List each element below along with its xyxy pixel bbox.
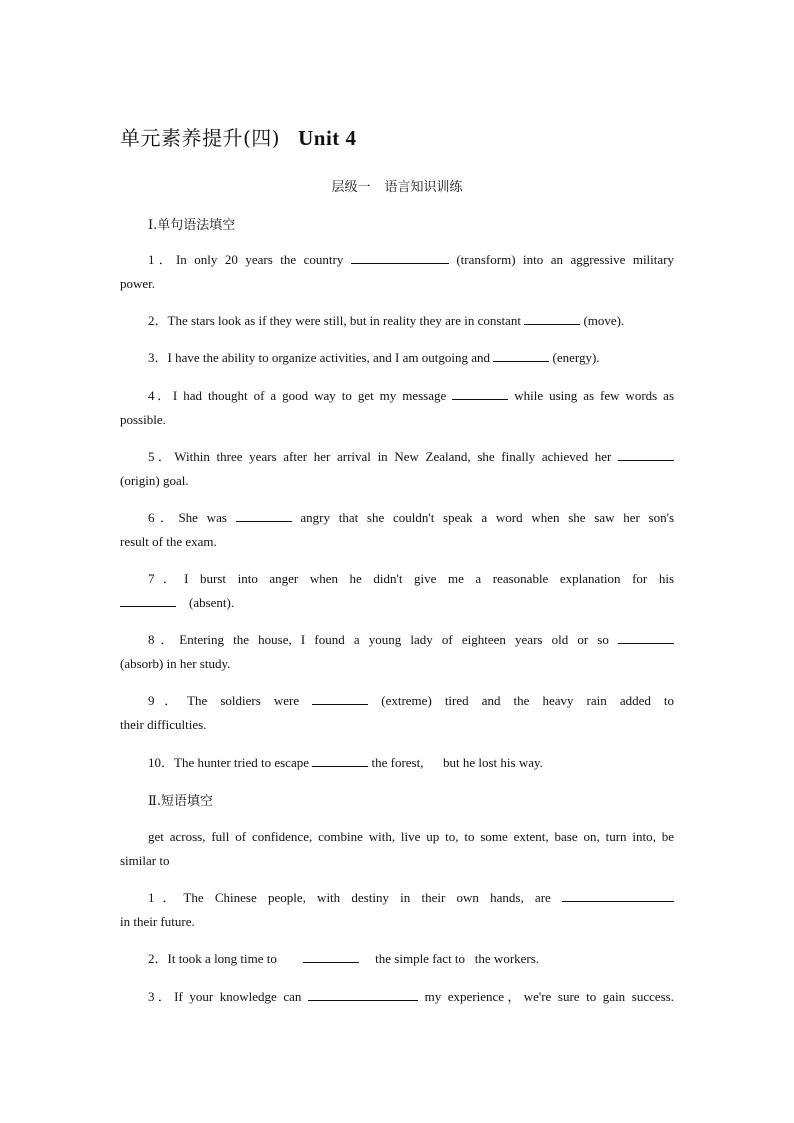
question-7: 7．I burst into anger when he didn't give me a reasonable explanation for his (absent). bbox=[120, 567, 674, 615]
title-unit: Unit 4 bbox=[298, 126, 357, 150]
answer-blank[interactable] bbox=[120, 593, 176, 607]
section-heading-phrases: Ⅱ.短语填空 bbox=[148, 794, 213, 809]
question-8: 8．Entering the house, I found a young lady of eighteen years old or so (absorb) in her study. bbox=[120, 628, 674, 676]
answer-blank[interactable] bbox=[303, 949, 359, 963]
answer-blank[interactable] bbox=[524, 311, 580, 325]
answer-blank[interactable] bbox=[236, 508, 292, 522]
phrase-question-2: 2．It took a long time to the simple fact to the workers. bbox=[148, 951, 540, 966]
page-title bbox=[120, 122, 357, 151]
phrase-bank: get across, full of confidence, combine with, live up to, to some extent, base on, turn into, be similar to bbox=[120, 829, 674, 868]
phrase-question-1: 1．The Chinese people, with destiny in their own hands, are in their future. bbox=[120, 886, 674, 934]
question-4: 4．I had thought of a good way to get my message while using as few words as possible. bbox=[120, 388, 674, 427]
answer-blank[interactable] bbox=[312, 753, 368, 767]
phrase-question-3: 3．If your knowledge can my experience，we're sure to gain success. bbox=[148, 989, 674, 1004]
level-heading bbox=[0, 176, 794, 195]
answer-blank[interactable] bbox=[562, 888, 674, 902]
answer-blank[interactable] bbox=[618, 630, 674, 644]
answer-blank[interactable] bbox=[618, 447, 674, 461]
question-5: 5．Within three years after her arrival in New Zealand, she finally achieved her (origin) goal. bbox=[120, 445, 674, 493]
question-1: 1．In only 20 years the country (transform) into an aggressive military power. bbox=[120, 252, 674, 291]
question-6: 6．She was angry that she couldn't speak a word when she saw her son's result of the exam. bbox=[120, 510, 674, 549]
level-topic: 语言知识训练 bbox=[384, 180, 463, 195]
question-9: 9．The soldiers were (extreme) tired and the heavy rain added to their difficulties. bbox=[120, 693, 674, 732]
answer-blank[interactable] bbox=[452, 386, 508, 400]
answer-blank[interactable] bbox=[351, 250, 449, 264]
answer-blank[interactable] bbox=[312, 691, 368, 705]
level-name: 层级一 bbox=[331, 180, 371, 195]
question-3: 3．I have the ability to organize activities, and I am outgoing and (energy). bbox=[148, 350, 600, 365]
answer-blank[interactable] bbox=[308, 987, 418, 1001]
answer-blank[interactable] bbox=[493, 348, 549, 362]
question-10: 10．The hunter tried to escape the forest, but he lost his way. bbox=[148, 755, 543, 770]
section-heading-grammar: Ⅰ.单句语法填空 bbox=[148, 218, 236, 233]
question-2: 2．The stars look as if they were still, but in reality they are in constant (move). bbox=[148, 313, 625, 328]
title-main: 单元素养提升(四) bbox=[120, 126, 281, 150]
